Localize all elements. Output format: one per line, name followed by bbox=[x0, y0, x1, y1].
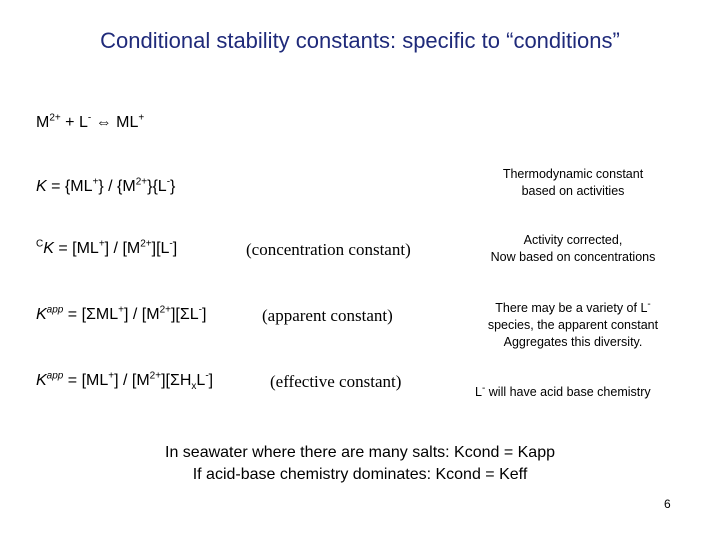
eq1-part2: } / {M bbox=[98, 178, 136, 195]
eq3-part1: = [ΣML bbox=[63, 306, 119, 323]
eq4-part4: L bbox=[196, 372, 206, 389]
eq4-note-l: L bbox=[475, 385, 482, 399]
eq3-note-charge: - bbox=[647, 298, 651, 310]
summary-line1: In seawater where there are many salts: Kcond = Kapp bbox=[165, 444, 555, 461]
eq3-part2: ] / [M bbox=[124, 306, 160, 323]
reaction-equation bbox=[36, 114, 144, 132]
eq1-charge1: + bbox=[92, 176, 99, 188]
eq3-charge3: - bbox=[198, 304, 202, 316]
eq4-part3: ][ΣH bbox=[161, 372, 192, 389]
reaction-m: M bbox=[36, 114, 50, 131]
eq4-charge2: 2+ bbox=[149, 370, 162, 382]
eq1-note-line1: Thermodynamic constant bbox=[502, 167, 644, 181]
eq2-k: K bbox=[43, 240, 54, 257]
eq2-note-line1: Activity corrected, bbox=[523, 233, 623, 247]
eq2-label: (concentration constant) bbox=[246, 240, 411, 259]
eq1-part3: }{L bbox=[147, 178, 167, 195]
eq1-part1: = {ML bbox=[46, 178, 93, 195]
eq1-note-line2: based on activities bbox=[521, 184, 625, 198]
reaction-plus: + L bbox=[60, 114, 88, 131]
eq3-note-line1: There may be a variety of L bbox=[495, 301, 648, 315]
eq4-note-charge: - bbox=[481, 382, 486, 394]
eq1-charge3: - bbox=[166, 176, 171, 188]
summary bbox=[0, 442, 720, 486]
eq1-part4: } bbox=[170, 178, 176, 195]
eq3-charge1: + bbox=[118, 304, 124, 316]
eq2-part1: = [ML bbox=[53, 240, 99, 257]
eq2-charge2: 2+ bbox=[140, 238, 152, 250]
reaction-arrow: ⇔ ML bbox=[91, 114, 139, 131]
eq2-part2: ] / [M bbox=[104, 240, 141, 257]
eq4-note bbox=[475, 382, 651, 399]
eq4-part1: = [ML bbox=[63, 372, 109, 389]
eq4-part5: ] bbox=[208, 372, 214, 389]
eq3-note-line3: Aggregates this diversity. bbox=[503, 335, 643, 349]
apparent-constant-equation bbox=[36, 306, 206, 324]
eq2-part3: ][L bbox=[151, 240, 170, 257]
eq2-part4: ] bbox=[172, 240, 178, 257]
eq2-prefix: C bbox=[36, 238, 44, 250]
eq1-note bbox=[460, 166, 686, 200]
eq4-label: (effective constant) bbox=[270, 372, 402, 391]
eq2-note-line2: Now based on concentrations bbox=[490, 250, 656, 264]
eq4-note-rest: will have acid base chemistry bbox=[485, 385, 651, 399]
eq3-charge2: 2+ bbox=[159, 304, 171, 316]
eq1-k: K bbox=[36, 178, 47, 195]
eq4-app: app bbox=[46, 370, 64, 382]
concentration-constant-equation bbox=[36, 240, 177, 258]
eq4-charge3: - bbox=[205, 370, 209, 382]
eq3-note bbox=[460, 300, 686, 351]
reaction-m-charge: 2+ bbox=[49, 112, 61, 124]
eq1-charge2: 2+ bbox=[135, 176, 148, 188]
reaction-ml-charge: + bbox=[138, 112, 145, 124]
reaction-l-charge: - bbox=[87, 112, 92, 124]
eq4-subscript-x: x bbox=[191, 381, 197, 393]
thermodynamic-constant-equation bbox=[36, 178, 175, 196]
eq3-note-line2: species, the apparent constant bbox=[487, 318, 659, 332]
summary-line2: If acid-base chemistry dominates: Kcond = Keff bbox=[192, 466, 528, 483]
eq2-charge3: - bbox=[169, 238, 173, 250]
eq3-app: app bbox=[46, 304, 64, 316]
eq3-part3: ][ΣL bbox=[170, 306, 199, 323]
eq2-note bbox=[460, 232, 686, 266]
slide-title: Conditional stability constants: specific to “conditions” bbox=[100, 28, 620, 53]
eq3-label: (apparent constant) bbox=[262, 306, 393, 325]
eq3-part4: ] bbox=[202, 306, 207, 323]
effective-constant-equation bbox=[36, 370, 214, 393]
eq2-charge1: + bbox=[98, 238, 105, 250]
eq4-part2: ] / [M bbox=[114, 372, 150, 389]
eq3-k: K bbox=[36, 306, 47, 323]
eq4-charge1: + bbox=[108, 370, 115, 382]
page-number: 6 bbox=[664, 497, 671, 511]
eq3-note-line1-wrap bbox=[460, 300, 686, 317]
eq4-k: K bbox=[36, 372, 47, 389]
